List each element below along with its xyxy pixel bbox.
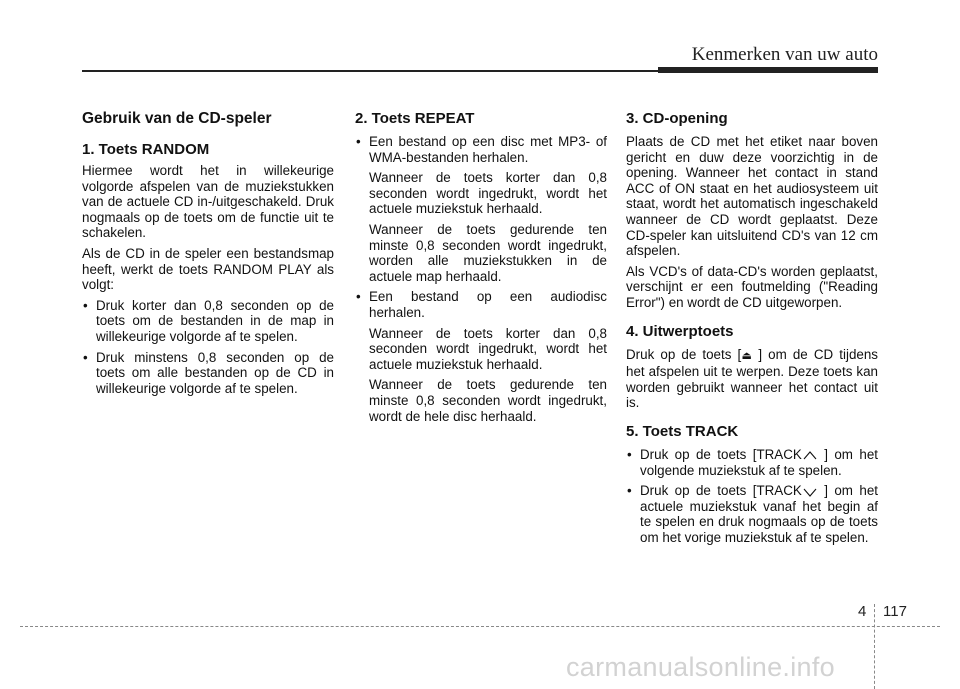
watermark: carmanualsonline.info bbox=[566, 652, 835, 682]
paragraph: Als de CD in de speler een bestandsmap heeft, werkt de toets RANDOM PLAY als volgt: bbox=[82, 245, 334, 293]
column-1 bbox=[82, 110, 334, 408]
paragraph bbox=[626, 347, 878, 411]
column-2 bbox=[355, 110, 607, 436]
chevron-up-icon bbox=[802, 450, 818, 460]
chapter-number: 4 bbox=[858, 603, 867, 620]
heading-cd-opening: 3. CD-opening bbox=[626, 110, 728, 127]
footer-divider bbox=[874, 604, 876, 689]
section-cd-opening bbox=[626, 110, 878, 311]
list-item: • Druk minstens 0,8 seconden op de toets om alle bestanden op de CD in willekeurige volgorde af te spelen. bbox=[82, 350, 334, 397]
section-eject bbox=[626, 323, 878, 411]
section-random bbox=[82, 141, 334, 396]
section-repeat bbox=[355, 110, 607, 424]
heading-eject: 4. Uitwerptoets bbox=[626, 322, 734, 340]
paragraph: Wanneer de toets gedurende ten minste 0,8 seconden wordt ingedrukt, worden alle muziekstukken in de actuele map herhaald. bbox=[369, 221, 607, 284]
list-item bbox=[626, 447, 878, 478]
section-title: Gebruik van de CD-speler bbox=[82, 110, 272, 127]
footer-rule bbox=[20, 626, 940, 627]
heading-repeat: 2. Toets REPEAT bbox=[355, 110, 475, 127]
paragraph: Wanneer de toets korter dan 0,8 seconden wordt ingedrukt, wordt het actuele muziekstuk herhaald. bbox=[369, 325, 607, 372]
page-number: 117 bbox=[883, 603, 907, 620]
page-header-title: Kenmerken van uw auto bbox=[691, 44, 878, 65]
section-track bbox=[626, 423, 878, 546]
paragraph: Wanneer de toets korter dan 0,8 seconden wordt ingedrukt, wordt het actuele muziekstuk herhaald. bbox=[369, 170, 607, 217]
list-item: • Druk korter dan 0,8 seconden op de toets om de bestanden in de map in willekeurige volgorde af te spelen. bbox=[82, 298, 334, 345]
column-3 bbox=[626, 110, 878, 557]
text-span: Druk op de toets [TRACK bbox=[640, 483, 802, 499]
chevron-down-icon bbox=[802, 487, 818, 497]
text-span: ] om het volgende muziekstuk af te spelen. bbox=[640, 446, 878, 478]
eject-icon: ⏏ bbox=[741, 349, 752, 362]
paragraph: Hiermee wordt het in willekeurige volgorde afspelen van de muziekstukken van de actuele CD in-/uitgeschakeld. Druk nogmaals op de toets om de functie uit te schakelen. bbox=[82, 163, 334, 241]
text-span: ] om de CD tijdens het afspelen uit te werpen. Deze toets kan worden gebruikt wanneer het contact uit is. bbox=[626, 346, 878, 411]
text-span: ] om het actuele muziekstuk vanaf het begin af te spelen en druk nogmaals op de toets om het vorige muziekstuk af te spelen. bbox=[640, 483, 878, 545]
text-span: Druk op de toets [TRACK bbox=[640, 446, 802, 462]
heading-track: 5. Toets TRACK bbox=[626, 422, 739, 440]
header-rule-accent bbox=[658, 67, 878, 73]
list-item bbox=[626, 483, 878, 545]
text-span: Druk op de toets [ bbox=[626, 346, 742, 362]
paragraph: Als VCD's of data-CD's worden geplaatst, verschijnt er een foutmelding ("Reading Error") en wordt de CD uitgeworpen. bbox=[626, 263, 878, 310]
list-item: • Een bestand op een audiodisc herhalen. bbox=[355, 289, 607, 320]
paragraph: Wanneer de toets gedurende ten minste 0,8 seconden wordt ingedrukt, wordt de hele disc herhaald. bbox=[369, 377, 607, 424]
list-item: • Een bestand op een disc met MP3- of WMA-bestanden herhalen. bbox=[355, 134, 607, 165]
paragraph: Plaats de CD met het etiket naar boven gericht en duw deze voorzichtig in de opening. Wanneer het contact in stand ACC of ON staat en het audiosysteem uit staat, wordt het automatisch ingeschakeld wanneer de CD wordt geplaatst. Deze CD-speler kan uitsluitend CD's van 12 cm afspelen. bbox=[626, 134, 878, 259]
heading-random: 1. Toets RANDOM bbox=[82, 141, 210, 158]
